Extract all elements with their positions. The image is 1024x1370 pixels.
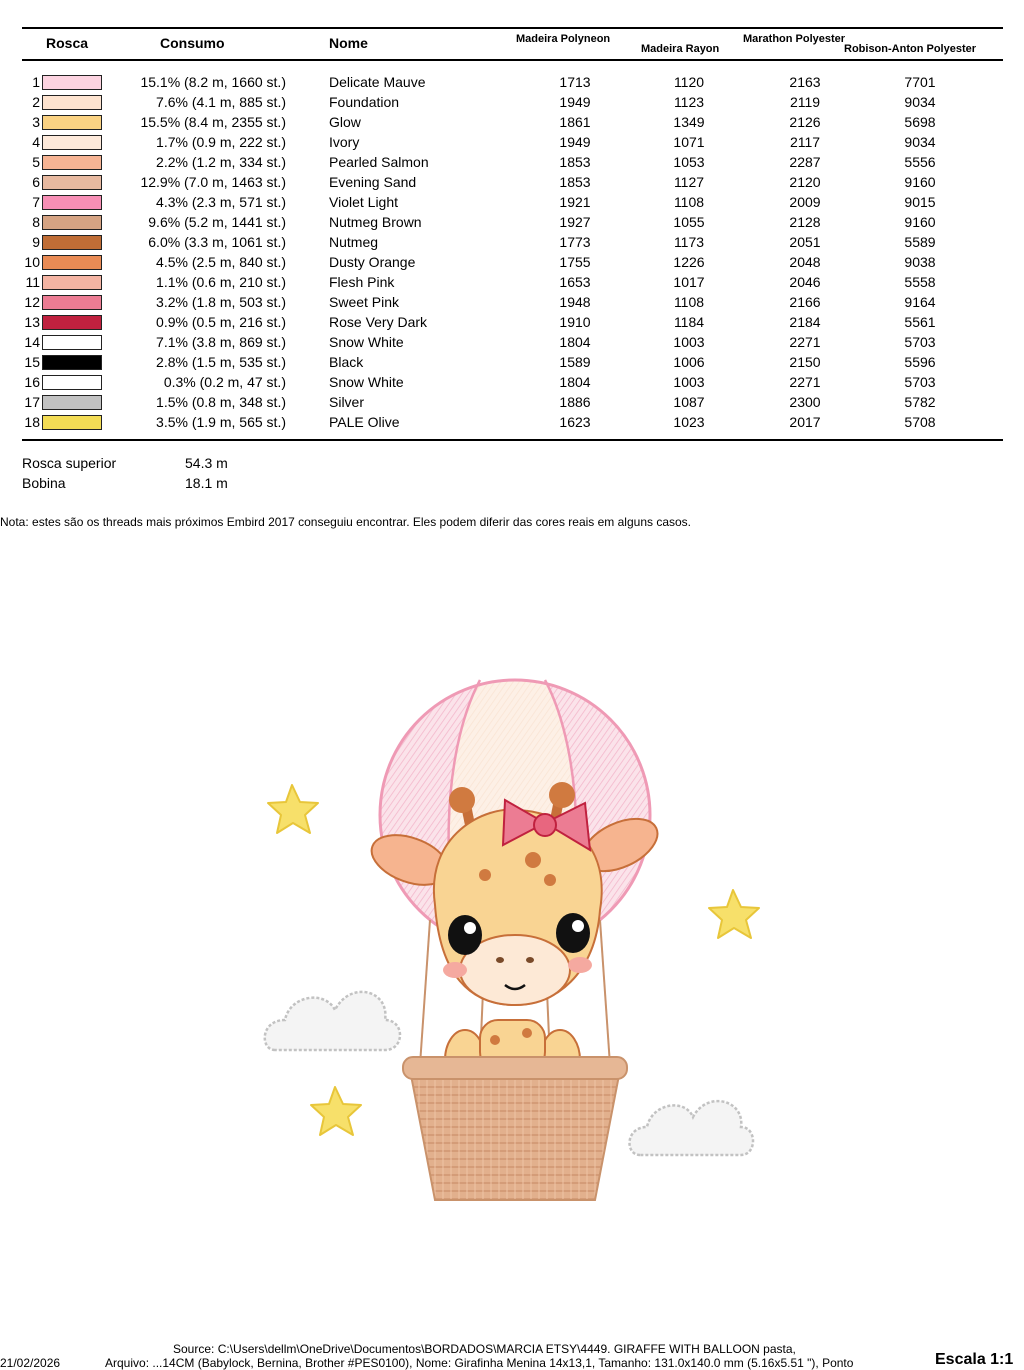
thread-name: Sweet Pink [329, 294, 400, 310]
thread-number: 14 [24, 334, 40, 350]
thread-number: 8 [32, 214, 40, 230]
thread-consumo: 4.5% (2.5 m, 840 st.) [156, 254, 286, 270]
thread-madeira-polyneon: 1949 [559, 94, 591, 110]
thread-madeira-rayon: 1120 [673, 74, 705, 90]
thread-marathon: 2271 [789, 334, 821, 350]
thread-robison: 5589 [904, 234, 936, 250]
thread-madeira-rayon: 1127 [673, 174, 705, 190]
thread-robison: 5556 [904, 154, 936, 170]
thread-robison: 9034 [904, 94, 936, 110]
thread-consumo: 7.6% (4.1 m, 885 st.) [156, 94, 286, 110]
thread-number: 6 [32, 174, 40, 190]
table-row [0, 352, 1024, 372]
table-row [0, 412, 1024, 432]
thread-color-swatch [42, 375, 102, 390]
thread-madeira-rayon: 1173 [673, 234, 705, 250]
table-row [0, 92, 1024, 112]
thread-marathon: 2051 [789, 234, 821, 250]
star-bottom-left-illustration [311, 1087, 361, 1135]
thread-madeira-polyneon: 1804 [559, 374, 591, 390]
thread-name: Flesh Pink [329, 274, 395, 290]
thread-madeira-polyneon: 1948 [559, 294, 591, 310]
thread-number: 11 [25, 274, 40, 290]
table-row [0, 192, 1024, 212]
thread-robison: 9164 [904, 294, 936, 310]
table-row [0, 272, 1024, 292]
thread-consumo: 1.1% (0.6 m, 210 st.) [156, 274, 286, 290]
embroidery-design-image [255, 675, 765, 1215]
thread-marathon: 2046 [789, 274, 821, 290]
thread-madeira-polyneon: 1927 [559, 214, 591, 230]
thread-color-swatch [42, 315, 102, 330]
thread-consumo: 12.9% (7.0 m, 1463 st.) [140, 174, 286, 190]
thread-color-swatch [42, 115, 102, 130]
header-marathon-polyester: Marathon Polyester [743, 33, 846, 45]
thread-color-swatch [42, 415, 102, 430]
thread-name: PALE Olive [329, 414, 400, 430]
thread-madeira-rayon: 1226 [673, 254, 705, 270]
thread-madeira-rayon: 1003 [673, 334, 705, 350]
thread-consumo: 1.7% (0.9 m, 222 st.) [156, 134, 286, 150]
table-row [0, 132, 1024, 152]
table-row [0, 112, 1024, 132]
thread-color-swatch [42, 395, 102, 410]
summary-bobbin-value: 18.1 m [185, 475, 228, 491]
thread-number: 3 [32, 114, 40, 130]
basket-illustration [403, 1057, 627, 1200]
thread-madeira-polyneon: 1589 [559, 354, 591, 370]
thread-robison: 9160 [904, 214, 936, 230]
thread-madeira-rayon: 1055 [673, 214, 705, 230]
cloud-right-illustration [630, 1101, 753, 1155]
thread-color-swatch [42, 355, 102, 370]
thread-madeira-polyneon: 1653 [559, 274, 591, 290]
thread-name: Glow [329, 114, 361, 130]
thread-number: 1 [32, 74, 40, 90]
thread-madeira-rayon: 1184 [673, 314, 705, 330]
thread-madeira-polyneon: 1949 [559, 134, 591, 150]
thread-name: Silver [329, 394, 365, 410]
summary-top-label: Rosca superior [22, 455, 117, 471]
thread-marathon: 2300 [789, 394, 821, 410]
thread-madeira-rayon: 1108 [673, 294, 705, 310]
star-top-left-illustration [268, 785, 318, 833]
thread-madeira-rayon: 1003 [673, 374, 705, 390]
thread-consumo: 1.5% (0.8 m, 348 st.) [156, 394, 286, 410]
thread-color-swatch [42, 255, 102, 270]
thread-number: 16 [24, 374, 40, 390]
thread-color-swatch [42, 75, 102, 90]
thread-madeira-polyneon: 1755 [559, 254, 591, 270]
star-right-illustration [709, 890, 759, 938]
thread-number: 13 [24, 314, 40, 330]
thread-consumo: 6.0% (3.3 m, 1061 st.) [148, 234, 286, 250]
summary-bobbin-label: Bobina [22, 475, 66, 491]
thread-number: 7 [32, 194, 40, 210]
thread-color-swatch [42, 195, 102, 210]
thread-madeira-rayon: 1349 [673, 114, 705, 130]
thread-madeira-polyneon: 1861 [559, 114, 591, 130]
thread-marathon: 2184 [789, 314, 821, 330]
thread-madeira-rayon: 1017 [673, 274, 705, 290]
thread-name: Snow White [329, 374, 404, 390]
thread-consumo: 2.2% (1.2 m, 334 st.) [156, 154, 286, 170]
thread-marathon: 2119 [789, 94, 821, 110]
thread-robison: 5596 [904, 354, 936, 370]
thread-marathon: 2128 [789, 214, 821, 230]
thread-number: 9 [32, 234, 40, 250]
thread-name: Nutmeg Brown [329, 214, 422, 230]
thread-madeira-rayon: 1071 [673, 134, 705, 150]
thread-color-swatch [42, 155, 102, 170]
thread-madeira-rayon: 1123 [673, 94, 705, 110]
header-consumo: Consumo [160, 35, 225, 51]
thread-robison: 9034 [904, 134, 936, 150]
thread-consumo: 2.8% (1.5 m, 535 st.) [156, 354, 286, 370]
thread-marathon: 2166 [789, 294, 821, 310]
thread-marathon: 2287 [789, 154, 821, 170]
thread-madeira-polyneon: 1910 [559, 314, 591, 330]
thread-number: 17 [24, 394, 40, 410]
thread-robison: 5558 [904, 274, 936, 290]
thread-name: Delicate Mauve [329, 74, 426, 90]
table-row [0, 172, 1024, 192]
table-bottom-rule [22, 439, 1003, 441]
thread-marathon: 2120 [789, 174, 821, 190]
thread-consumo: 0.3% (0.2 m, 47 st.) [163, 374, 286, 390]
thread-consumo: 7.1% (3.8 m, 869 st.) [156, 334, 286, 350]
thread-robison: 5782 [904, 394, 936, 410]
thread-name: Black [329, 354, 364, 370]
thread-robison: 5561 [904, 314, 936, 330]
thread-madeira-rayon: 1053 [673, 154, 705, 170]
thread-madeira-polyneon: 1853 [559, 174, 591, 190]
thread-number: 10 [24, 254, 40, 270]
thread-marathon: 2017 [789, 414, 821, 430]
table-row [0, 252, 1024, 272]
thread-consumo: 3.5% (1.9 m, 565 st.) [156, 414, 286, 430]
thread-consumo: 0.9% (0.5 m, 216 st.) [156, 314, 286, 330]
table-header-rule [22, 59, 1003, 61]
thread-marathon: 2271 [789, 374, 821, 390]
thread-name: Dusty Orange [329, 254, 416, 270]
thread-madeira-polyneon: 1804 [559, 334, 591, 350]
thread-marathon: 2150 [789, 354, 821, 370]
header-rosca: Rosca [46, 35, 89, 51]
thread-number: 12 [24, 294, 40, 310]
header-robison-anton-polyester: Robison-Anton Polyester [844, 43, 977, 55]
thread-consumo: 9.6% (5.2 m, 1441 st.) [148, 214, 286, 230]
thread-marathon: 2009 [789, 194, 821, 210]
thread-number: 5 [32, 154, 40, 170]
thread-color-swatch [42, 135, 102, 150]
summary-top-value: 54.3 m [185, 455, 228, 471]
thread-madeira-rayon: 1006 [673, 354, 705, 370]
thread-madeira-polyneon: 1886 [559, 394, 591, 410]
table-row [0, 212, 1024, 232]
cloud-left-illustration [265, 992, 400, 1050]
thread-marathon: 2126 [789, 114, 821, 130]
thread-color-swatch [42, 295, 102, 310]
table-row [0, 312, 1024, 332]
thread-robison: 9038 [904, 254, 936, 270]
table-row [0, 152, 1024, 172]
note-text: Nota: estes são os threads mais próximos Embird 2017 conseguiu encontrar. Eles podem diferir das cores reais em alguns casos. [0, 515, 692, 529]
thread-robison: 5703 [904, 334, 936, 350]
thread-number: 2 [32, 94, 40, 110]
thread-name: Ivory [329, 134, 360, 150]
thread-color-swatch [42, 335, 102, 350]
thread-name: Snow White [329, 334, 404, 350]
thread-madeira-rayon: 1023 [673, 414, 705, 430]
thread-marathon: 2163 [789, 74, 821, 90]
thread-name: Violet Light [329, 194, 399, 210]
table-row [0, 372, 1024, 392]
header-madeira-polyneon: Madeira Polyneon [516, 33, 611, 45]
thread-name: Evening Sand [329, 174, 417, 190]
thread-name: Nutmeg [329, 234, 379, 250]
thread-number: 18 [24, 414, 40, 430]
thread-consumo: 3.2% (1.8 m, 503 st.) [156, 294, 286, 310]
thread-color-swatch [42, 215, 102, 230]
thread-robison: 7701 [904, 74, 936, 90]
footer-scale: Escala 1:1 [935, 1351, 1014, 1368]
thread-madeira-polyneon: 1713 [559, 74, 591, 90]
thread-color-swatch [42, 235, 102, 250]
thread-madeira-rayon: 1087 [673, 394, 705, 410]
footer-source-line: Source: C:\Users\dellm\OneDrive\Documentos\BORDADOS\MARCIA ETSY\4449. GIRAFFE WITH BALLOON pasta, [173, 1342, 796, 1356]
thread-robison: 5703 [904, 374, 936, 390]
thread-robison: 5698 [904, 114, 936, 130]
thread-name: Foundation [329, 94, 400, 110]
thread-robison: 9160 [904, 174, 936, 190]
thread-consumo: 15.1% (8.2 m, 1660 st.) [140, 74, 286, 90]
thread-madeira-rayon: 1108 [673, 194, 705, 210]
thread-number: 4 [32, 134, 40, 150]
header-nome: Nome [329, 35, 368, 51]
table-row [0, 332, 1024, 352]
thread-madeira-polyneon: 1773 [559, 234, 591, 250]
thread-color-swatch [42, 275, 102, 290]
thread-name: Pearled Salmon [329, 154, 429, 170]
thread-consumo: 4.3% (2.3 m, 571 st.) [156, 194, 286, 210]
thread-madeira-polyneon: 1853 [559, 154, 591, 170]
table-row [0, 292, 1024, 312]
thread-robison: 9015 [904, 194, 936, 210]
table-top-rule [22, 27, 1003, 29]
thread-name: Rose Very Dark [329, 314, 428, 330]
footer-date: 21/02/2026 [0, 1356, 61, 1370]
footer-file-line: Arquivo: ...14CM (Babylock, Bernina, Brother #PES0100), Nome: Girafinha Menina 14x13,1, Tamanho: 131.0x140.0 mm (5.16x5.51 "), Ponto [105, 1356, 854, 1370]
thread-robison: 5708 [904, 414, 936, 430]
thread-number: 15 [24, 354, 40, 370]
table-row [0, 72, 1024, 92]
thread-color-swatch [42, 175, 102, 190]
thread-marathon: 2117 [789, 134, 821, 150]
table-row [0, 232, 1024, 252]
thread-consumo: 15.5% (8.4 m, 2355 st.) [140, 114, 286, 130]
header-madeira-rayon: Madeira Rayon [641, 43, 720, 55]
table-row [0, 392, 1024, 412]
thread-marathon: 2048 [789, 254, 821, 270]
thread-madeira-polyneon: 1623 [559, 414, 591, 430]
thread-color-swatch [42, 95, 102, 110]
thread-madeira-polyneon: 1921 [559, 194, 591, 210]
